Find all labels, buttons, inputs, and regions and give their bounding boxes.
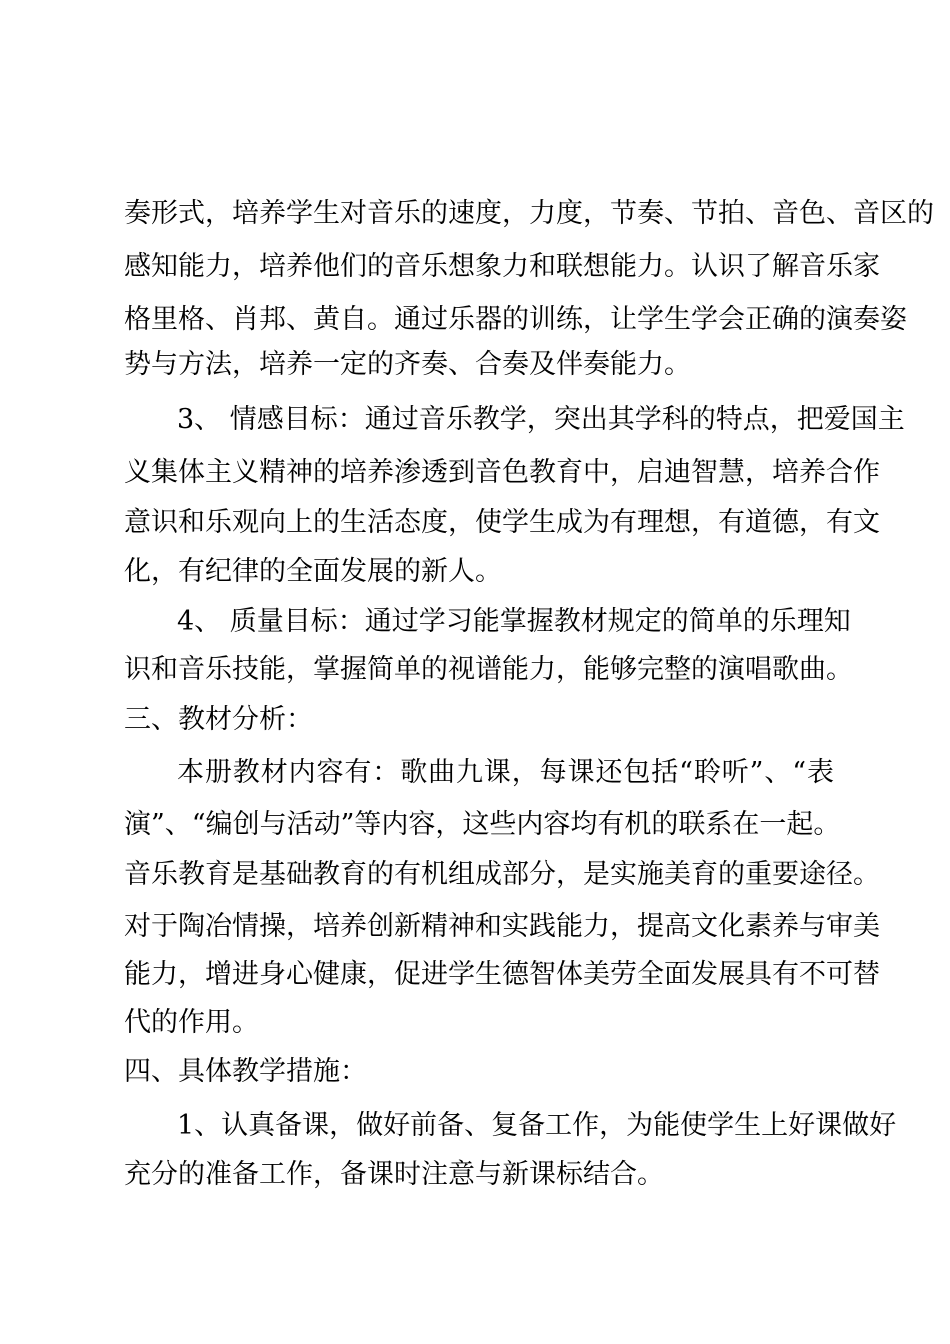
section-heading: 四、具体教学措施： [124, 1056, 367, 1087]
section-heading: 三、教材分析： [124, 704, 313, 735]
text-line: 格里格、肖邦、黄自。通过乐器的训练，让学生学会正确的演奏姿 [124, 304, 907, 335]
text-line: 本册教材内容有：歌曲九课，每课还包括“聆听”、“表 [177, 757, 834, 788]
text-line: 感知能力，培养他们的音乐想象力和联想能力。认识了解音乐家 [124, 251, 880, 282]
text-line: 4、 质量目标：通过学习能掌握教材规定的简单的乐理知 [177, 606, 851, 637]
text-line: 3、 情感目标：通过音乐教学，突出其学科的特点，把爱国主 [177, 404, 905, 435]
text-line: 对于陶冶情操，培养创新精神和实践能力，提高文化素养与审美 [124, 911, 880, 942]
text-line: 代的作用。 [124, 1007, 259, 1038]
text-line: 奏形式，培养学生对音乐的速度，力度，节奏、节拍、音色、音区的 [124, 198, 934, 229]
text-line: 1、认真备课，做好前备、复备工作，为能使学生上好课做好 [177, 1110, 897, 1141]
text-line: 势与方法，培养一定的齐奏、合奏及伴奏能力。 [124, 349, 691, 380]
text-line: 能力，增进身心健康，促进学生德智体美劳全面发展具有不可替 [124, 959, 880, 990]
text-line: 义集体主义精神的培养渗透到音色教育中，启迪智慧，培养合作 [124, 457, 880, 488]
text-line: 演”、“编创与活动”等内容，这些内容均有机的联系在一起。 [124, 809, 841, 840]
text-line: 意识和乐观向上的生活态度，使学生成为有理想，有道德，有文 [124, 507, 880, 538]
text-line: 音乐教育是基础教育的有机组成部分，是实施美育的重要途径。 [124, 859, 880, 890]
text-line: 识和音乐技能，掌握简单的视谱能力，能够完整的演唱歌曲。 [124, 654, 853, 685]
text-line: 化，有纪律的全面发展的新人。 [124, 556, 502, 587]
text-line: 充分的准备工作，备课时注意与新课标结合。 [124, 1159, 664, 1190]
